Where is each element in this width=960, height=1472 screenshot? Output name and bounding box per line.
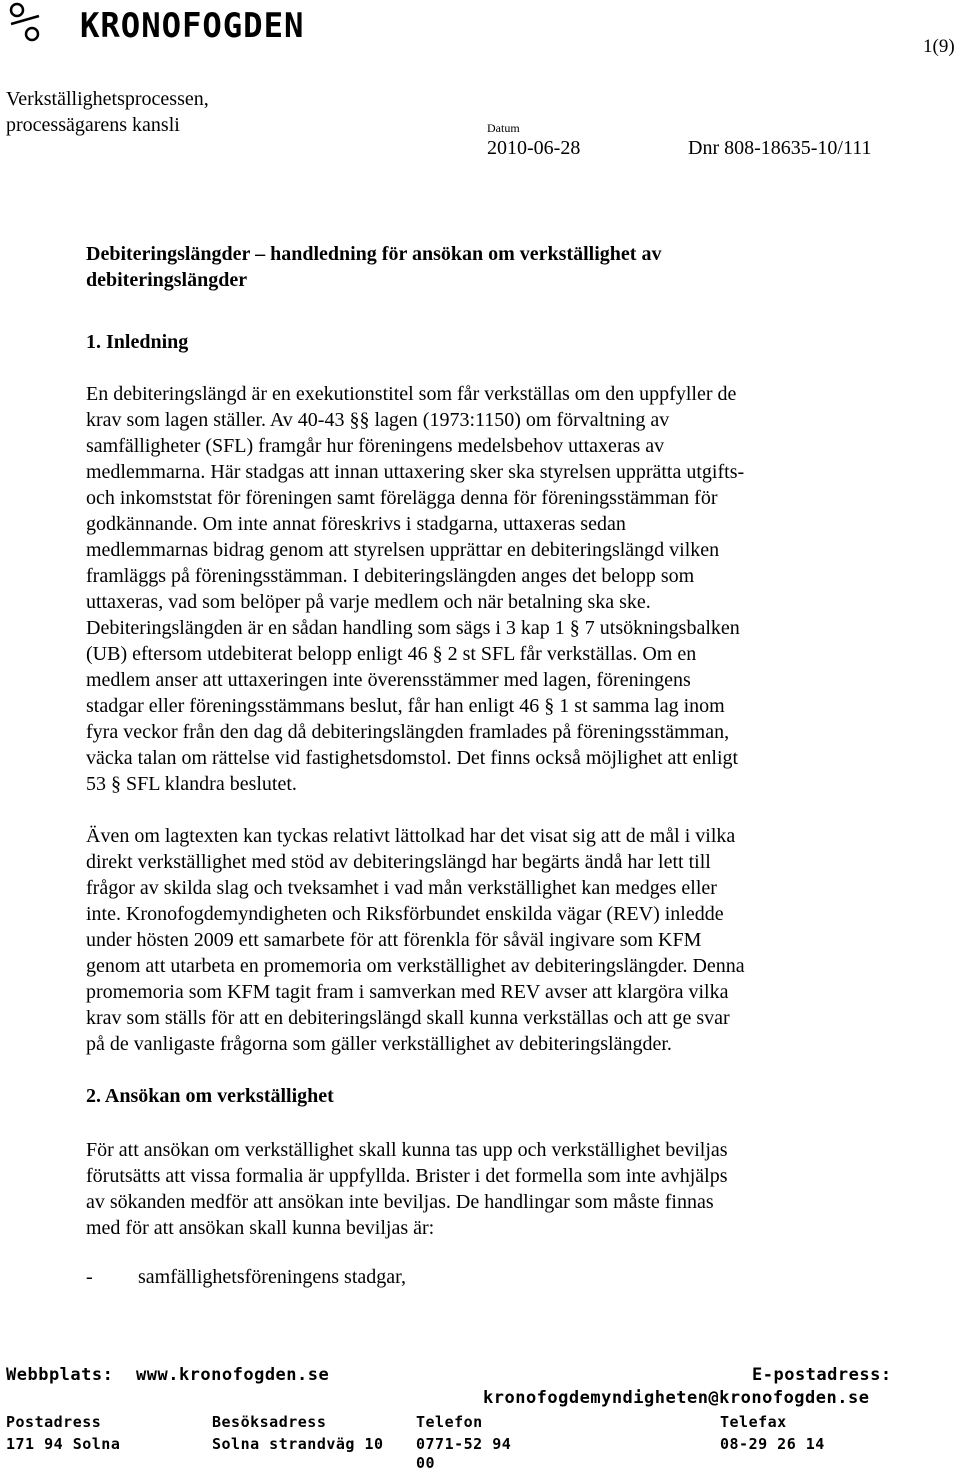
fax-number: 08-29 26 14: [720, 1435, 825, 1453]
paragraph-line: genom att utarbeta en promemoria om verkställighet av debiteringslängder. Denna: [86, 955, 745, 977]
paragraph-line: Även om lagtexten kan tyckas relativt lättolkad har det visat sig att de mål i vilka: [86, 825, 736, 847]
paragraph-line: med för att ansökan skall kunna beviljas är:: [86, 1217, 435, 1239]
title-line: debiteringslängder: [86, 269, 248, 291]
paragraph-3: [86, 1137, 846, 1241]
paragraph-line: medlem anser att uttaxeringen inte överensstämmer med lagen, föreningens: [86, 669, 691, 691]
paragraph-line: direkt verkställighet med stöd av debiteringslängd har begärts ändå har lett till: [86, 851, 711, 873]
list-item: [86, 1266, 406, 1289]
phone-number-cont: 00: [416, 1454, 436, 1472]
paragraph-line: medlemmarna. Här stadgas att innan uttaxering sker ska styrelsen upprätta utgifts-: [86, 461, 745, 483]
paragraph-line: inte. Kronofogdemyndigheten och Riksförbundet enskilda vägar (REV) inledde: [86, 903, 724, 925]
visit-address: Solna strandväg 10: [212, 1435, 384, 1453]
paragraph-line: uttaxeras, vad som belöper på varje medlem och när betalning ska ske.: [86, 591, 651, 613]
date-label: Datum: [487, 121, 520, 135]
email-link[interactable]: kronofogdemyndigheten@kronofogden.se: [483, 1388, 870, 1408]
paragraph-line: fyra veckor från den dag då debiteringslängden framlades på föreningsstämman,: [86, 721, 730, 743]
document-number: Dnr 808-18635-10/111: [688, 137, 872, 159]
section-heading-2: 2. Ansökan om verkställighet: [86, 1085, 334, 1107]
phone-number: 0771-52 94: [416, 1435, 512, 1453]
postal-address: 171 94 Solna: [6, 1435, 121, 1453]
sender-department: [6, 86, 209, 138]
list-item-text: samfällighetsföreningens stadgar,: [138, 1266, 407, 1288]
paragraph-line: krav som lagen ställer. Av 40-43 §§ lagen (1973:1150) om förvaltning av: [86, 409, 670, 431]
fax-label: Telefax: [720, 1413, 787, 1431]
kronofogden-logo-icon: [8, 2, 42, 42]
paragraph-line: 53 § SFL klandra beslutet.: [86, 773, 297, 795]
visit-label: Besöksadress: [212, 1413, 327, 1431]
paragraph-line: För att ansökan om verkställighet skall kunna tas upp och verkställighet beviljas: [86, 1139, 728, 1161]
paragraph-line: samfälligheter (SFL) framgår hur föreningens medelsbehov uttaxeras av: [86, 435, 665, 457]
list-dash: -: [86, 1266, 93, 1288]
paragraph-2: [86, 823, 846, 1057]
website-link[interactable]: www.kronofogden.se: [136, 1365, 330, 1385]
paragraph-line: krav som ställs för att en debiteringslängd skall kunna verkställas och att ge svar: [86, 1007, 730, 1029]
sender-line: Verkställighetsprocessen,: [6, 88, 209, 110]
section-heading-1: 1. Inledning: [86, 331, 189, 353]
postal-label: Postadress: [6, 1413, 102, 1431]
paragraph-line: En debiteringslängd är en exekutionstitel som får verkställas om den uppfyller de: [86, 383, 737, 405]
paragraph-line: under hösten 2009 ett samarbete för att förenkla för såväl ingivare som KFM: [86, 929, 702, 951]
sender-line: processägarens kansli: [6, 114, 180, 136]
document-date: 2010-06-28: [487, 137, 581, 159]
paragraph-line: väcka talan om rättelse vid fastighetsdomstol. Det finns också möjlighet att enligt: [86, 747, 739, 769]
paragraph-line: på de vanligaste frågorna som gäller verkställighet av debiteringslängder.: [86, 1033, 672, 1055]
page-number: 1(9): [923, 36, 955, 57]
document-title: [86, 241, 846, 293]
phone-label: Telefon: [416, 1413, 483, 1431]
paragraph-line: frågor av skilda slag och tveksamhet i vad mån verkställighet kan medges eller: [86, 877, 717, 899]
email-label: E-postadress:: [752, 1365, 892, 1385]
paragraph-line: och inkomststat för föreningen samt förelägga denna för föreningsstämman för: [86, 487, 718, 509]
website-label: Webbplats:: [6, 1365, 114, 1385]
paragraph-line: förutsätts att vissa formalia är uppfyllda. Brister i det formella som inte avhjälps: [86, 1165, 728, 1187]
paragraph-line: Debiteringslängden är en sådan handling som sägs i 3 kap 1 § 7 utsökningsbalken: [86, 617, 740, 639]
brand-name: KRONOFOGDEN: [80, 6, 305, 46]
title-line: Debiteringslängder – handledning för ansökan om verkställighet av: [86, 243, 662, 265]
paragraph-line: medlemmarnas bidrag genom att styrelsen upprättar en debiteringslängd vilken: [86, 539, 720, 561]
paragraph-line: framläggs på föreningsstämman. I debiteringslängden anges det belopp som: [86, 565, 695, 587]
paragraph-line: promemoria som KFM tagit fram i samverkan med REV avser att klargöra vilka: [86, 981, 729, 1003]
paragraph-line: godkännande. Om inte annat föreskrivs i stadgarna, uttaxeras sedan: [86, 513, 626, 535]
paragraph-1: [86, 381, 846, 797]
paragraph-line: av sökanden medför att ansökan inte beviljas. De handlingar som måste finnas: [86, 1191, 714, 1213]
paragraph-line: stadgar eller föreningsstämmans beslut, får han enligt 46 § 1 st samma lag inom: [86, 695, 725, 717]
paragraph-line: (UB) eftersom utdebiterat belopp enligt 46 § 2 st SFL får verkställas. Om en: [86, 643, 697, 665]
